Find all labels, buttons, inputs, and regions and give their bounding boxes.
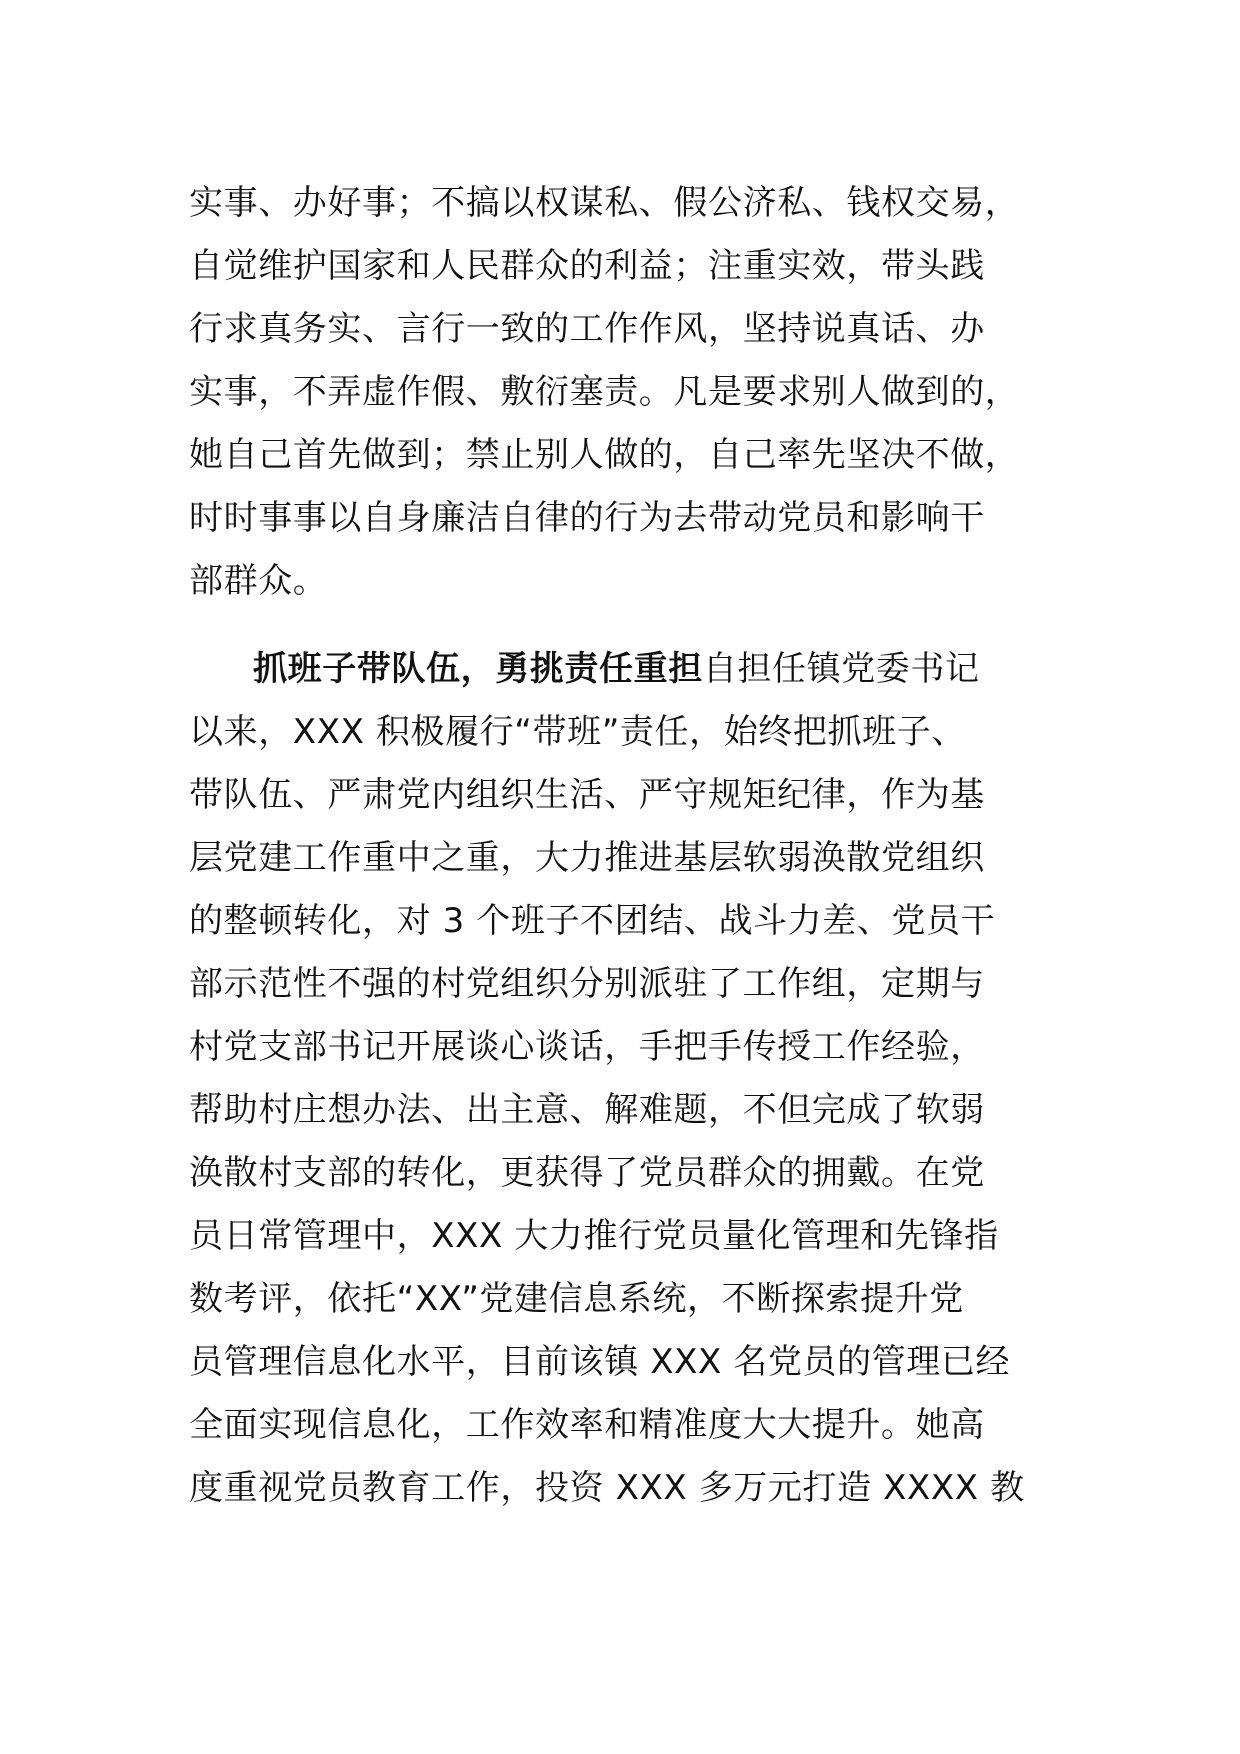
paragraph-line: 部示范性不强的村党组织分别派驻了工作组，定期与	[189, 964, 985, 1004]
paragraph-line: 涣散村支部的转化，更获得了党员群众的拥戴。在党	[189, 1153, 985, 1193]
paragraph-line: 部群众。	[189, 561, 328, 601]
paragraph-line: 实事、办好事；不搞以权谋私、假公济私、钱权交易，	[189, 183, 1020, 223]
paragraph-line: 自觉维护国家和人民群众的利益；注重实效，带头践	[189, 246, 985, 286]
paragraph-line: 村党支部书记开展谈心谈话，手把手传授工作经验，	[189, 1027, 985, 1067]
paragraph-line: 员管理信息化水平，目前该镇 XXX 名党员的管理已经	[189, 1342, 1011, 1382]
paragraph-line: 时时事事以自身廉洁自律的行为去带动党员和影响干	[189, 498, 985, 538]
paragraph-line: 以来，XXX 积极履行“带班”责任，始终把抓班子、	[189, 712, 966, 752]
paragraph-first-line-text: 自担任镇党委书记	[702, 649, 980, 689]
paragraph-line: 帮助村庄想办法、出主意、解难题，不但完成了软弱	[189, 1090, 985, 1130]
paragraph-line: 行求真务实、言行一致的工作作风，坚持说真话、办	[189, 309, 985, 349]
paragraph-first-line	[253, 646, 980, 692]
paragraph-line: 度重视党员教育工作，投资 XXX 多万元打造 XXXX 教	[189, 1468, 1025, 1508]
paragraph-line: 全面实现信息化，工作效率和精准度大大提升。她高	[189, 1405, 985, 1445]
paragraph-line: 实事，不弄虚作假、敷衍塞责。凡是要求别人做到的，	[189, 372, 1020, 412]
paragraph-line: 带队伍、严肃党内组织生活、严守规矩纪律，作为基	[189, 775, 985, 815]
paragraph-line: 的整顿转化，对 3 个班子不团结、战斗力差、党员干	[189, 901, 996, 941]
paragraph-line: 数考评，依托“XX”党建信息系统，不断探索提升党	[189, 1279, 964, 1319]
paragraph-line: 层党建工作重中之重，大力推进基层软弱涣散党组织	[189, 838, 985, 878]
paragraph-line: 她自己首先做到；禁止别人做的，自己率先坚决不做，	[189, 435, 1020, 475]
paragraph-lead-heading: 抓班子带队伍，勇挑责任重担	[253, 649, 703, 689]
paragraph-line: 员日常管理中，XXX 大力推行党员量化管理和先锋指	[189, 1216, 999, 1256]
